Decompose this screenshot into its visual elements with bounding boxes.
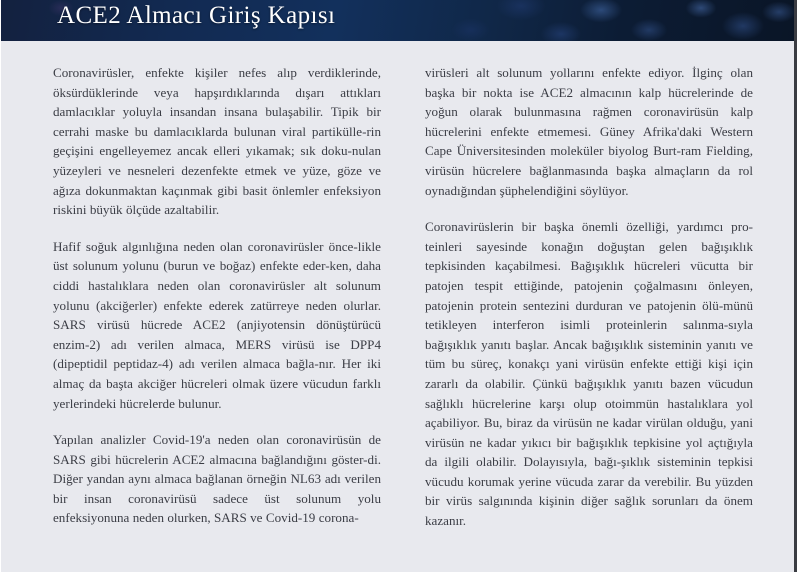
left-column [53, 63, 381, 531]
paragraph: Coronavirüslerin bir başka önemli özelliği, yardımcı pro-teinleri sayesinde konağın doğuştan gelen bağışıklık tepkisinden kaçabilmesi. Bağışıklık hücreleri vücutta bir patojen tespit ettiğinde, patojenin çoğalmasını önleyen, patojenin protein sentezini durduran ve patojenin ölü-münü tetikleyen interferon isimli proteinlerin salınma-sıyla bağışıklık yanıtı başlar. Ancak bağışıklık sisteminin yanıtı ve tüm bu süreç, konakçı yani virüsün enfekte ettiği kişi için zararlı da olabilir. Çünkü bağışıklık yanıtı bazen vücudun sağlıklı hücrelerine karşı olup otoimmün hastalıklara yol açabiliyor. Bu, biraz da virüsün ne kadar virülan olduğu, yani virüsün ne kadar yıkıcı bir bağışıklık tepkisine yol açtığıyla da ilgili olabilir. Dolayısıyla, bağı-şıklık sisteminin tepkisi vücudu korumak yerine vücuda zarar da verebilir. Bu yüzden bir virüs salgınında kişinin diğer sağlık sorunları da önem kazanır. [425, 219, 753, 529]
paragraph: Yapılan analizler Covid-19'a neden olan coronavirüsün de SARS gibi hücrelerin ACE2 almacına bağlandığını göster-di. Diğer yandan aynı almaca bağlanan örneğin NL63 adı verilen bir insan coronavirüsü sadece üst solunum yolu enfeksiyonuna neden olurken, SARS ve Covid-19 corona- [53, 432, 381, 526]
right-column [425, 63, 753, 531]
paragraph: virüsleri alt solunum yollarını enfekte ediyor. İlginç olan başka bir nokta ise ACE2 almacının kalp hücrelerinde de yoğun olarak bulunmasına rağmen coronavirüsün kalp hücrelerini enfekte etmemesi. Güney Afrika'daki Western Cape Üniversitesinden moleküler biyolog Burt-ram Fielding, virüsün hücrelere bağlanmasında başka almaçların da rol oynadığından şüphelendiğini söylüyor. [425, 65, 753, 198]
article-body [1, 41, 795, 572]
page-header-banner [1, 0, 797, 41]
paragraph: Coronavirüsler, enfekte kişiler nefes alıp verdiklerinde, öksürdüklerinde veya hapşırdıklarında dışarı attıkları damlacıklar yoluyla insandan insana bulaşabilir. Tipik bir cerrahi maske bu damlacıklarda bulunan viral partikülle-rin geçişini engelleyemez ancak elleri yıkamak; sık doku-nulan yüzeyleri ve nesneleri dezenfekte etmek ve yüze, göze ve ağıza dokunmaktan kaçınmak gibi basit önlemler enfeksiyon riskini büyük ölçüde azaltabilir. [53, 65, 381, 218]
paragraph: Hafif soğuk algınlığına neden olan coronavirüsler önce-likle üst solunum yolunu (burun ve boğaz) enfekte eder-ken, daha ciddi hastalıklara neden olan coronavirüsler alt solunum yolunu (akciğerler) enfekte ederek zatürreye neden olurlar. SARS virüsü hücrede ACE2 (anjiyotensin dönüştürücü enzim-2) adı verilen almaca, MERS virüsü ise DPP4 (dipeptidil peptidaz-4) adı verilen almaca bağla-nır. Her iki almaç da başta akciğer hücreleri olmak üzere vücudun farklı yerlerindeki hücrelerde bulunur. [53, 238, 381, 411]
two-column-layout [53, 63, 753, 531]
page-title: ACE2 Almacı Giriş Kapısı [57, 2, 336, 29]
